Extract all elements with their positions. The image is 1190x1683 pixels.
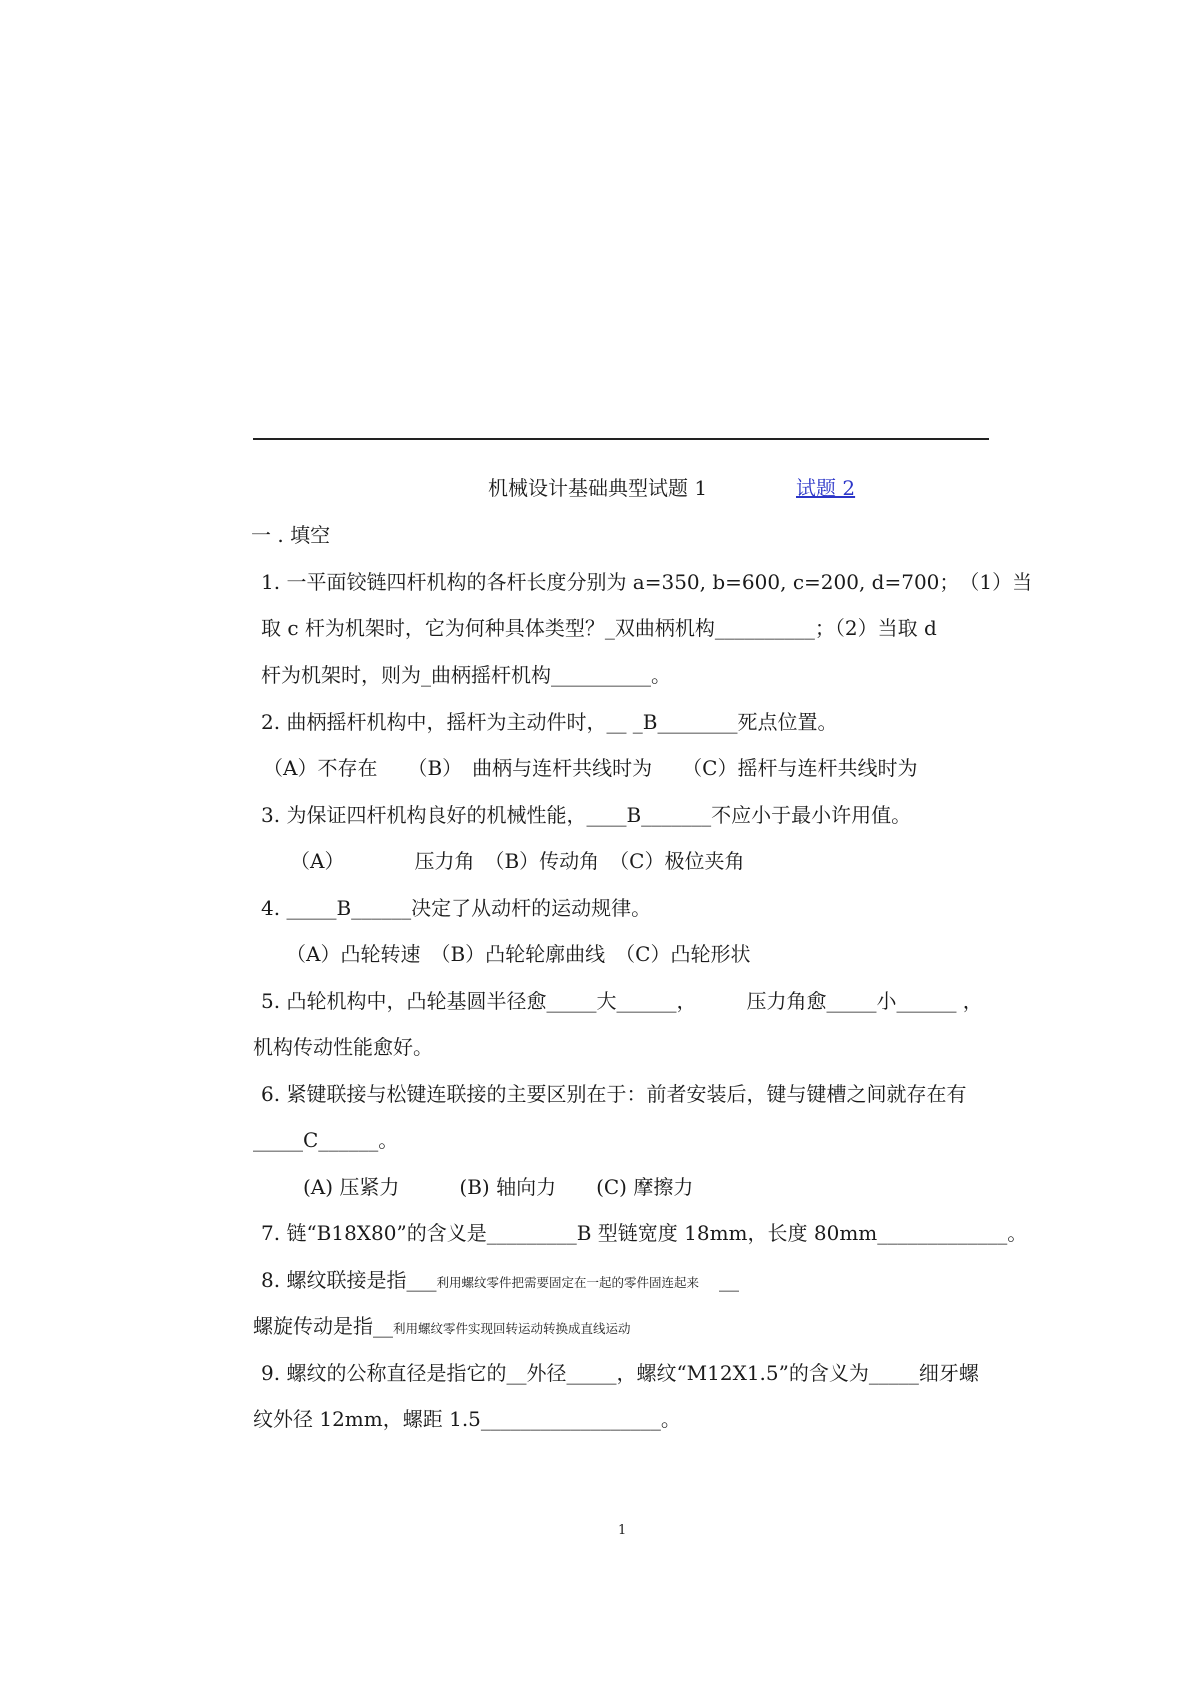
- q5-line-1: 5. 凸轮机构中，凸轮基圆半径愈_____大______， 压力角愈_____小______ ，: [261, 989, 983, 1013]
- q6-line-1: 6. 紧键联接与松键连联接的主要区别在于：前者安装后，键与键槽之间就存在有: [261, 1082, 967, 1106]
- q1-line-1: 1. 一平面铰链四杆机构的各杆长度分别为 a=350, b=600, c=200, d=700； （1）当: [261, 570, 1033, 594]
- q4-stem: 4. _____B______决定了从动杆的运动规律。: [261, 896, 652, 920]
- q2-stem: 2. 曲柄摇杆机构中，摇杆为主动件时，__ _B________死点位置。: [261, 710, 838, 734]
- q6-line-2: _____C______。: [253, 1128, 399, 1152]
- q4-options: （A）凸轮转速 （B）凸轮轮廓曲线 （C）凸轮形状: [286, 942, 751, 966]
- q3-stem: 3. 为保证四杆机构良好的机械性能，____B_______不应小于最小许用值。: [261, 803, 912, 827]
- q1-line-2-tail: ；（2）当取 d: [814, 616, 937, 640]
- page-title: 机械设计基础典型试题 1: [488, 476, 708, 500]
- q7-stem: 7. 链“B18X80”的含义是_________B 型链宽度 18mm，长度 80mm_____________。: [261, 1221, 1028, 1245]
- q9-line-2: 纹外径 12mm，螺距 1.5__________________。: [253, 1407, 681, 1431]
- section-heading: 一 . 填空: [251, 523, 331, 547]
- q9-line-1: 9. 螺纹的公称直径是指它的__外径_____，螺纹“M12X1.5”的含义为_____细牙螺: [261, 1361, 979, 1385]
- q3-options: （A） 压力角 （B）传动角 （C）极位夹角: [290, 849, 745, 873]
- q1-line-3: [261, 661, 671, 689]
- q8-line-2: [253, 1312, 631, 1343]
- q1-line-2-text: 取 c 杆为机架时，它为何种具体类型？_双曲柄机构: [261, 616, 715, 640]
- q8-label: 8. 螺纹联接是指___: [261, 1268, 437, 1292]
- q8-line-1: [261, 1266, 739, 1297]
- page-number: 1: [618, 1523, 627, 1538]
- q5-line-2: 机构传动性能愈好。: [253, 1035, 433, 1059]
- q8-answer-2: 利用螺纹零件实现回转运动转换成直线运动: [393, 1321, 631, 1336]
- header-rule: [253, 438, 989, 440]
- q1-line-3-tail: 。: [651, 663, 671, 687]
- q1-line-3-text: 杆为机架时，则为_曲柄摇杆机构: [261, 663, 551, 687]
- q8-answer-1: 利用螺纹零件把需要固定在一起的零件固连起来: [436, 1275, 699, 1290]
- q8-label-2: 螺旋传动是指__: [253, 1314, 393, 1338]
- q6-options: (A) 压紧力 (B) 轴向力 (C) 摩擦力: [303, 1175, 694, 1199]
- q1-line-2: [261, 614, 937, 642]
- exam-2-link[interactable]: 试题 2: [796, 476, 856, 500]
- q1-blank-2: __________: [551, 663, 651, 687]
- q8-trailing-blank: __: [698, 1268, 739, 1292]
- q2-options: （A）不存在 （B） 曲柄与连杆共线时为 （C）摇杆与连杆共线时为: [263, 756, 918, 780]
- q1-blank-1: __________: [714, 616, 815, 640]
